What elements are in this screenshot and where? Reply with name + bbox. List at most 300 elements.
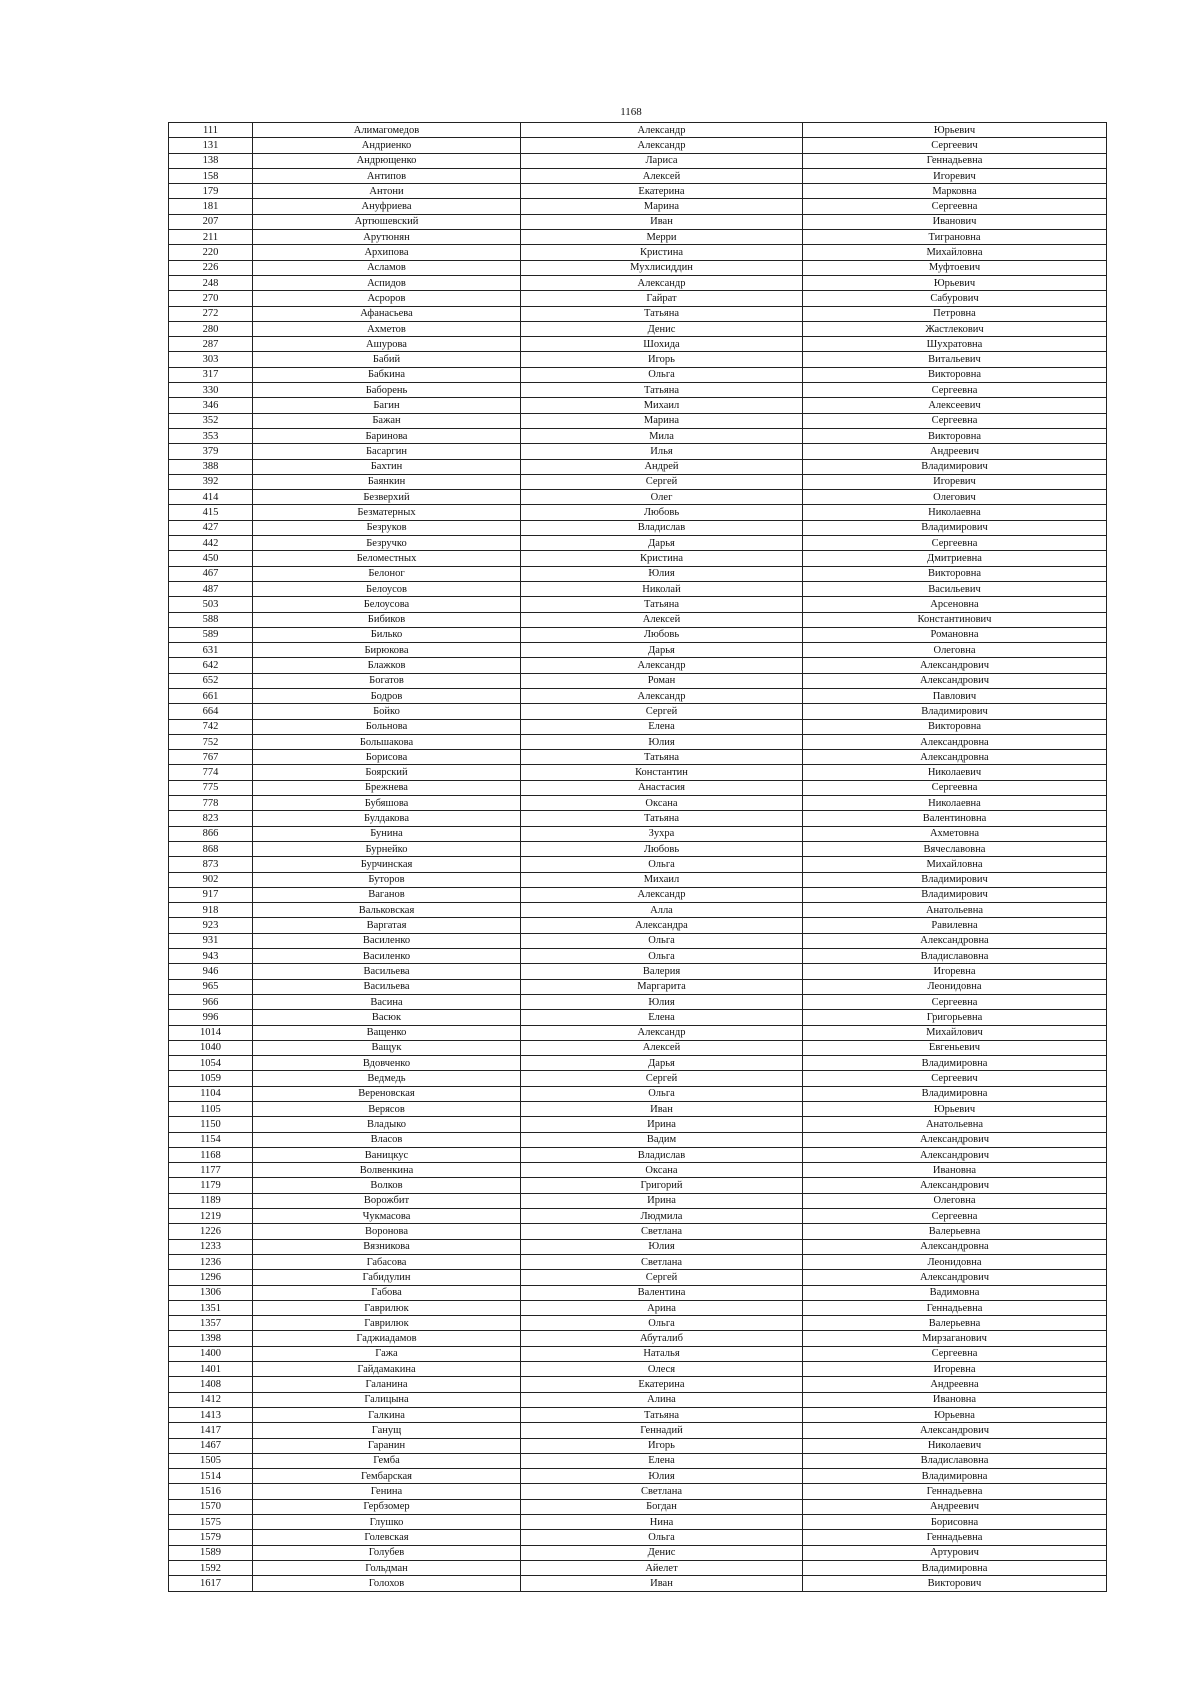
table-row <box>169 688 1107 703</box>
number-cell: 1179 <box>169 1178 253 1193</box>
first-name-cell: Ирина <box>521 1193 803 1208</box>
number-cell: 270 <box>169 291 253 306</box>
patronymic-cell: Вячеславовна <box>803 841 1107 856</box>
number-cell: 330 <box>169 383 253 398</box>
first-name-cell: Владислав <box>521 1147 803 1162</box>
surname-cell: Гаранин <box>253 1438 521 1453</box>
table-row <box>169 306 1107 321</box>
surname-cell: Беломестных <box>253 551 521 566</box>
patronymic-cell: Алексеевич <box>803 398 1107 413</box>
number-cell: 220 <box>169 245 253 260</box>
surname-cell: Андриенко <box>253 138 521 153</box>
table-row <box>169 291 1107 306</box>
number-cell: 1401 <box>169 1362 253 1377</box>
table-row <box>169 1453 1107 1468</box>
first-name-cell: Валерия <box>521 964 803 979</box>
patronymic-cell: Владимировна <box>803 1560 1107 1575</box>
surname-cell: Власов <box>253 1132 521 1147</box>
patronymic-cell: Константинович <box>803 612 1107 627</box>
number-cell: 280 <box>169 321 253 336</box>
number-cell: 1177 <box>169 1163 253 1178</box>
surname-cell: Гайдамакина <box>253 1362 521 1377</box>
first-name-cell: Дарья <box>521 1056 803 1071</box>
table-row <box>169 1362 1107 1377</box>
patronymic-cell: Николаевич <box>803 765 1107 780</box>
table-row <box>169 918 1107 933</box>
surname-cell: Асламов <box>253 260 521 275</box>
first-name-cell: Иван <box>521 214 803 229</box>
patronymic-cell: Александрович <box>803 658 1107 673</box>
surname-cell: Ваницкус <box>253 1147 521 1162</box>
patronymic-cell: Анатольевна <box>803 903 1107 918</box>
patronymic-cell: Витальевич <box>803 352 1107 367</box>
first-name-cell: Светлана <box>521 1224 803 1239</box>
number-cell: 1570 <box>169 1499 253 1514</box>
number-cell: 317 <box>169 367 253 382</box>
surname-cell: Басаргин <box>253 444 521 459</box>
surname-cell: Вдовченко <box>253 1056 521 1071</box>
table-row <box>169 1040 1107 1055</box>
surname-cell: Голохов <box>253 1576 521 1591</box>
patronymic-cell: Михайловна <box>803 245 1107 260</box>
surname-cell: Воронова <box>253 1224 521 1239</box>
number-cell: 211 <box>169 230 253 245</box>
first-name-cell: Ольга <box>521 949 803 964</box>
number-cell: 902 <box>169 872 253 887</box>
patronymic-cell: Александровна <box>803 750 1107 765</box>
first-name-cell: Сергей <box>521 1270 803 1285</box>
first-name-cell: Елена <box>521 1453 803 1468</box>
surname-cell: Волвенкина <box>253 1163 521 1178</box>
number-cell: 1296 <box>169 1270 253 1285</box>
number-cell: 248 <box>169 275 253 290</box>
surname-cell: Бабий <box>253 352 521 367</box>
patronymic-cell: Александрович <box>803 1423 1107 1438</box>
table-row <box>169 1285 1107 1300</box>
surname-cell: Генина <box>253 1484 521 1499</box>
surname-cell: Архипова <box>253 245 521 260</box>
table-row <box>169 1545 1107 1560</box>
number-cell: 1104 <box>169 1086 253 1101</box>
surname-cell: Бубяшова <box>253 796 521 811</box>
number-cell: 1505 <box>169 1453 253 1468</box>
number-cell: 1105 <box>169 1102 253 1117</box>
surname-cell: Бабкина <box>253 367 521 382</box>
patronymic-cell: Олеговна <box>803 643 1107 658</box>
surname-cell: Ганущ <box>253 1423 521 1438</box>
patronymic-cell: Сабурович <box>803 291 1107 306</box>
patronymic-cell: Геннадьевна <box>803 1484 1107 1499</box>
first-name-cell: Зухра <box>521 826 803 841</box>
first-name-cell: Александр <box>521 138 803 153</box>
first-name-cell: Сергей <box>521 1071 803 1086</box>
number-cell: 775 <box>169 780 253 795</box>
surname-cell: Гемба <box>253 1453 521 1468</box>
surname-cell: Галкина <box>253 1407 521 1422</box>
number-cell: 1351 <box>169 1300 253 1315</box>
table-row <box>169 1530 1107 1545</box>
table-row <box>169 1254 1107 1269</box>
patronymic-cell: Владимирович <box>803 872 1107 887</box>
number-cell: 1150 <box>169 1117 253 1132</box>
patronymic-cell: Андреевна <box>803 1377 1107 1392</box>
table-row <box>169 275 1107 290</box>
surname-cell: Гажа <box>253 1346 521 1361</box>
table-row <box>169 765 1107 780</box>
patronymic-cell: Сергеевна <box>803 1209 1107 1224</box>
number-cell: 1467 <box>169 1438 253 1453</box>
patronymic-cell: Владимировна <box>803 1469 1107 1484</box>
patronymic-cell: Игоревич <box>803 168 1107 183</box>
first-name-cell: Александр <box>521 1025 803 1040</box>
patronymic-cell: Сергеевна <box>803 780 1107 795</box>
table-row <box>169 1086 1107 1101</box>
patronymic-cell: Николаевна <box>803 796 1107 811</box>
patronymic-cell: Сергеевна <box>803 1346 1107 1361</box>
patronymic-cell: Владимирович <box>803 704 1107 719</box>
table-row <box>169 337 1107 352</box>
first-name-cell: Сергей <box>521 474 803 489</box>
table-row <box>169 1270 1107 1285</box>
table-row <box>169 245 1107 260</box>
first-name-cell: Екатерина <box>521 1377 803 1392</box>
surname-cell: Бунина <box>253 826 521 841</box>
table-row <box>169 673 1107 688</box>
patronymic-cell: Викторовна <box>803 719 1107 734</box>
surname-cell: Булдакова <box>253 811 521 826</box>
first-name-cell: Александр <box>521 688 803 703</box>
surname-cell: Больнова <box>253 719 521 734</box>
table-row <box>169 153 1107 168</box>
number-cell: 652 <box>169 673 253 688</box>
surname-cell: Билько <box>253 627 521 642</box>
table-row <box>169 352 1107 367</box>
number-cell: 943 <box>169 949 253 964</box>
number-cell: 487 <box>169 581 253 596</box>
table-row <box>169 1010 1107 1025</box>
patronymic-cell: Юрьевич <box>803 275 1107 290</box>
surname-cell: Баринова <box>253 428 521 443</box>
first-name-cell: Екатерина <box>521 184 803 199</box>
surname-cell: Гаджиадамов <box>253 1331 521 1346</box>
table-row <box>169 1071 1107 1086</box>
patronymic-cell: Сергеевна <box>803 199 1107 214</box>
number-cell: 1589 <box>169 1545 253 1560</box>
surname-cell: Белоног <box>253 566 521 581</box>
number-cell: 379 <box>169 444 253 459</box>
registry-table <box>168 122 1107 1592</box>
number-cell: 181 <box>169 199 253 214</box>
number-cell: 742 <box>169 719 253 734</box>
patronymic-cell: Петровна <box>803 306 1107 321</box>
patronymic-cell: Викторович <box>803 1576 1107 1591</box>
first-name-cell: Александра <box>521 918 803 933</box>
first-name-cell: Игорь <box>521 352 803 367</box>
first-name-cell: Александр <box>521 123 803 138</box>
number-cell: 303 <box>169 352 253 367</box>
table-row <box>169 1178 1107 1193</box>
table-row <box>169 444 1107 459</box>
surname-cell: Гаврилюк <box>253 1316 521 1331</box>
table-row <box>169 413 1107 428</box>
surname-cell: Чукмасова <box>253 1209 521 1224</box>
number-cell: 931 <box>169 933 253 948</box>
first-name-cell: Татьяна <box>521 306 803 321</box>
table-row <box>169 1117 1107 1132</box>
patronymic-cell: Юрьевич <box>803 123 1107 138</box>
patronymic-cell: Арсеновна <box>803 597 1107 612</box>
number-cell: 923 <box>169 918 253 933</box>
first-name-cell: Александр <box>521 275 803 290</box>
table-row <box>169 719 1107 734</box>
patronymic-cell: Олегович <box>803 490 1107 505</box>
table-row <box>169 734 1107 749</box>
number-cell: 642 <box>169 658 253 673</box>
surname-cell: Буторов <box>253 872 521 887</box>
table-row <box>169 872 1107 887</box>
first-name-cell: Юлия <box>521 1469 803 1484</box>
patronymic-cell: Равилевна <box>803 918 1107 933</box>
table-row <box>169 1438 1107 1453</box>
patronymic-cell: Олеговна <box>803 1193 1107 1208</box>
patronymic-cell: Владимировна <box>803 1086 1107 1101</box>
first-name-cell: Богдан <box>521 1499 803 1514</box>
patronymic-cell: Викторовна <box>803 566 1107 581</box>
surname-cell: Васильева <box>253 979 521 994</box>
number-cell: 1398 <box>169 1331 253 1346</box>
number-cell: 873 <box>169 857 253 872</box>
table-row <box>169 214 1107 229</box>
surname-cell: Ворожбит <box>253 1193 521 1208</box>
patronymic-cell: Валерьевна <box>803 1316 1107 1331</box>
table-row <box>169 1469 1107 1484</box>
table-row <box>169 1193 1107 1208</box>
number-cell: 1592 <box>169 1560 253 1575</box>
first-name-cell: Дарья <box>521 536 803 551</box>
patronymic-cell: Валентиновна <box>803 811 1107 826</box>
table-row <box>169 428 1107 443</box>
first-name-cell: Абуталиб <box>521 1331 803 1346</box>
table-row <box>169 643 1107 658</box>
number-cell: 918 <box>169 903 253 918</box>
first-name-cell: Александр <box>521 658 803 673</box>
patronymic-cell: Сергеевна <box>803 994 1107 1009</box>
first-name-cell: Любовь <box>521 841 803 856</box>
table-row <box>169 230 1107 245</box>
patronymic-cell: Михайлович <box>803 1025 1107 1040</box>
patronymic-cell: Ивановна <box>803 1163 1107 1178</box>
first-name-cell: Ирина <box>521 1117 803 1132</box>
patronymic-cell: Владимирович <box>803 887 1107 902</box>
table-row <box>169 979 1107 994</box>
surname-cell: Борисова <box>253 750 521 765</box>
first-name-cell: Михаил <box>521 398 803 413</box>
table-row <box>169 857 1107 872</box>
number-cell: 1154 <box>169 1132 253 1147</box>
surname-cell: Васина <box>253 994 521 1009</box>
patronymic-cell: Игоревна <box>803 1362 1107 1377</box>
patronymic-cell: Владимирович <box>803 520 1107 535</box>
surname-cell: Голевская <box>253 1530 521 1545</box>
table-row <box>169 826 1107 841</box>
first-name-cell: Геннадий <box>521 1423 803 1438</box>
surname-cell: Ващук <box>253 1040 521 1055</box>
first-name-cell: Олеся <box>521 1362 803 1377</box>
table-row <box>169 1560 1107 1575</box>
number-cell: 778 <box>169 796 253 811</box>
table-row <box>169 1163 1107 1178</box>
first-name-cell: Татьяна <box>521 597 803 612</box>
table-row <box>169 367 1107 382</box>
table-row <box>169 566 1107 581</box>
surname-cell: Бибиков <box>253 612 521 627</box>
first-name-cell: Денис <box>521 321 803 336</box>
number-cell: 588 <box>169 612 253 627</box>
table-row <box>169 1331 1107 1346</box>
patronymic-cell: Александровна <box>803 933 1107 948</box>
surname-cell: Вальковская <box>253 903 521 918</box>
patronymic-cell: Евгеньевич <box>803 1040 1107 1055</box>
surname-cell: Безматерных <box>253 505 521 520</box>
surname-cell: Бойко <box>253 704 521 719</box>
surname-cell: Ведмедь <box>253 1071 521 1086</box>
patronymic-cell: Александрович <box>803 1132 1107 1147</box>
table-row <box>169 887 1107 902</box>
first-name-cell: Иван <box>521 1102 803 1117</box>
surname-cell: Глушко <box>253 1515 521 1530</box>
surname-cell: Афанасьева <box>253 306 521 321</box>
number-cell: 346 <box>169 398 253 413</box>
number-cell: 1514 <box>169 1469 253 1484</box>
first-name-cell: Оксана <box>521 1163 803 1178</box>
number-cell: 138 <box>169 153 253 168</box>
number-cell: 272 <box>169 306 253 321</box>
first-name-cell: Валентина <box>521 1285 803 1300</box>
patronymic-cell: Ивановна <box>803 1392 1107 1407</box>
number-cell: 287 <box>169 337 253 352</box>
first-name-cell: Иван <box>521 1576 803 1591</box>
surname-cell: Боярский <box>253 765 521 780</box>
surname-cell: Васильева <box>253 964 521 979</box>
surname-cell: Галицына <box>253 1392 521 1407</box>
surname-cell: Вязникова <box>253 1239 521 1254</box>
surname-cell: Габасова <box>253 1254 521 1269</box>
number-cell: 996 <box>169 1010 253 1025</box>
table-row <box>169 383 1107 398</box>
table-row <box>169 1147 1107 1162</box>
surname-cell: Большакова <box>253 734 521 749</box>
number-cell: 207 <box>169 214 253 229</box>
page-number: 1168 <box>620 106 642 118</box>
table-row <box>169 536 1107 551</box>
number-cell: 661 <box>169 688 253 703</box>
first-name-cell: Илья <box>521 444 803 459</box>
number-cell: 131 <box>169 138 253 153</box>
surname-cell: Бахтин <box>253 459 521 474</box>
table-row <box>169 1025 1107 1040</box>
table-row <box>169 1392 1107 1407</box>
table-row <box>169 1576 1107 1591</box>
number-cell: 664 <box>169 704 253 719</box>
first-name-cell: Алексей <box>521 168 803 183</box>
table-row <box>169 1132 1107 1147</box>
number-cell: 415 <box>169 505 253 520</box>
first-name-cell: Григорий <box>521 1178 803 1193</box>
first-name-cell: Сергей <box>521 704 803 719</box>
patronymic-cell: Анатольевна <box>803 1117 1107 1132</box>
surname-cell: Ашурова <box>253 337 521 352</box>
patronymic-cell: Геннадьевна <box>803 153 1107 168</box>
first-name-cell: Алексей <box>521 612 803 627</box>
table-row <box>169 168 1107 183</box>
surname-cell: Бодров <box>253 688 521 703</box>
patronymic-cell: Васильевич <box>803 581 1107 596</box>
first-name-cell: Константин <box>521 765 803 780</box>
table-row <box>169 123 1107 138</box>
number-cell: 503 <box>169 597 253 612</box>
surname-cell: Артюшевский <box>253 214 521 229</box>
table-row <box>169 903 1107 918</box>
first-name-cell: Денис <box>521 1545 803 1560</box>
first-name-cell: Александр <box>521 887 803 902</box>
first-name-cell: Марина <box>521 413 803 428</box>
number-cell: 946 <box>169 964 253 979</box>
patronymic-cell: Ахметовна <box>803 826 1107 841</box>
number-cell: 1054 <box>169 1056 253 1071</box>
surname-cell: Василенко <box>253 933 521 948</box>
table-row <box>169 1515 1107 1530</box>
first-name-cell: Лариса <box>521 153 803 168</box>
first-name-cell: Любовь <box>521 505 803 520</box>
patronymic-cell: Александрович <box>803 1270 1107 1285</box>
number-cell: 631 <box>169 643 253 658</box>
table-row <box>169 474 1107 489</box>
table-row <box>169 704 1107 719</box>
table-row <box>169 551 1107 566</box>
first-name-cell: Кристина <box>521 551 803 566</box>
table-row <box>169 841 1107 856</box>
table-row <box>169 1346 1107 1361</box>
number-cell: 1617 <box>169 1576 253 1591</box>
surname-cell: Белоусов <box>253 581 521 596</box>
number-cell: 1408 <box>169 1377 253 1392</box>
patronymic-cell: Шухратовна <box>803 337 1107 352</box>
surname-cell: Баборень <box>253 383 521 398</box>
first-name-cell: Айелет <box>521 1560 803 1575</box>
patronymic-cell: Геннадьевна <box>803 1530 1107 1545</box>
table-row <box>169 1407 1107 1422</box>
number-cell: 868 <box>169 841 253 856</box>
number-cell: 1575 <box>169 1515 253 1530</box>
surname-cell: Безруков <box>253 520 521 535</box>
table-row <box>169 949 1107 964</box>
table-row <box>169 520 1107 535</box>
surname-cell: Белоусова <box>253 597 521 612</box>
patronymic-cell: Леонидовна <box>803 979 1107 994</box>
patronymic-cell: Иванович <box>803 214 1107 229</box>
patronymic-cell: Михайловна <box>803 857 1107 872</box>
number-cell: 1168 <box>169 1147 253 1162</box>
table-row <box>169 1377 1107 1392</box>
first-name-cell: Елена <box>521 1010 803 1025</box>
table-row <box>169 994 1107 1009</box>
number-cell: 353 <box>169 428 253 443</box>
number-cell: 1412 <box>169 1392 253 1407</box>
table-row <box>169 1224 1107 1239</box>
surname-cell: Бирюкова <box>253 643 521 658</box>
first-name-cell: Роман <box>521 673 803 688</box>
number-cell: 1059 <box>169 1071 253 1086</box>
